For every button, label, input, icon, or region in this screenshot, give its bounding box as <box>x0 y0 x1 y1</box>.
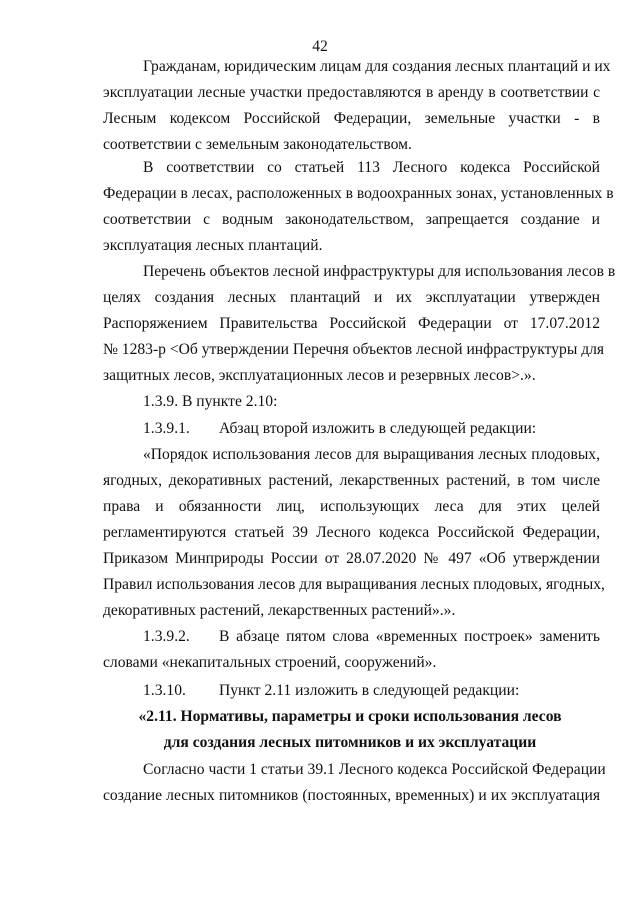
text-line: Лесным кодексом Российской Федерации, земельные участки - в <box>103 110 600 127</box>
text-line: № 1283-р <Об утверждении Перечня объектов лесной инфраструктуры для <box>103 341 605 358</box>
item-number: 1.3.9.2. <box>143 628 190 645</box>
text-line: Правил использования лесов для выращивания лесных плодовых, ягодных, <box>103 576 605 593</box>
text-line: регламентируются статьей 39 Лесного кодекса Российской Федерации, <box>103 524 600 541</box>
text-line <box>103 624 600 650</box>
text-line: создание лесных питомников (постоянных, временных) и их эксплуатация <box>103 787 600 804</box>
paragraph-nurseries <box>103 757 606 809</box>
paragraph-infrastructure-list <box>103 259 616 389</box>
text-line: В соответствии со статьей 113 Лесного кодекса Российской <box>143 159 600 176</box>
item-1-3-9-2 <box>103 624 600 676</box>
item-text: Абзац второй изложить в следующей редакции: <box>219 420 537 437</box>
text-line: Приказом Минприроды России от 28.07.2020 № 497 «Об утверждении <box>103 550 600 567</box>
text-line: «Порядок использования лесов для выращивания лесных плодовых, <box>143 446 600 463</box>
text-line: целях создания лесных плантаций и их эксплуатации утвержден <box>103 289 600 306</box>
item-text: Пункт 2.11 изложить в следующей редакции: <box>219 682 520 699</box>
quoted-paragraph <box>103 442 605 624</box>
text-line: словами «некапитальных строений, сооружений». <box>103 654 437 671</box>
paragraph-plantation-lease <box>103 54 611 158</box>
item-text: В абзаце пятом слова «временных построек» заменить <box>219 628 600 645</box>
text-line: декоративных растений, лекарственных растений».». <box>103 602 456 619</box>
text-line <box>103 416 600 442</box>
page-number: 42 <box>312 38 328 55</box>
section-heading <box>100 704 600 756</box>
item-1-3-9 <box>103 389 600 415</box>
text-line: эксплуатация лесных плантаций. <box>103 237 323 254</box>
text-line: защитных лесов, эксплуатационных лесов и резервных лесов>.». <box>103 367 536 384</box>
item-number: 1.3.9.1. <box>143 420 190 437</box>
text-line: Согласно части 1 статьи 39.1 Лесного кодекса Российской Федерации <box>143 761 606 778</box>
item-1-3-9-1 <box>103 416 600 442</box>
text-line: права и обязанности лиц, использующих леса для этих целей <box>103 498 600 515</box>
text-line: эксплуатации лесные участки предоставляются в аренду в соответствии с <box>103 84 600 101</box>
paragraph-water-protection <box>103 155 614 259</box>
text-line: Распоряжением Правительства Российской Федерации от 17.07.2012 <box>103 315 600 332</box>
heading-line: «2.11. Нормативы, параметры и сроки использования лесов <box>138 708 562 725</box>
heading-line: для создания лесных питомников и их эксплуатации <box>163 734 537 751</box>
text-line <box>103 678 600 704</box>
item-1-3-10 <box>103 678 600 704</box>
item-number: 1.3.10. <box>143 682 186 699</box>
text-line: Перечень объектов лесной инфраструктуры для использования лесов в <box>143 263 616 280</box>
text-line: Федерации в лесах, расположенных в водоохранных зонах, установленных в <box>103 185 614 202</box>
text-line: Гражданам, юридическим лицам для создания лесных плантаций и их <box>143 58 611 75</box>
text-line: 1.3.9. В пункте 2.10: <box>143 393 278 410</box>
text-line: ягодных, декоративных растений, лекарственных растений, в том числе <box>103 472 600 489</box>
text-line: соответствии с водным законодательством, запрещается создание и <box>103 211 600 228</box>
text-line: соответствии с земельным законодательством. <box>103 136 412 153</box>
